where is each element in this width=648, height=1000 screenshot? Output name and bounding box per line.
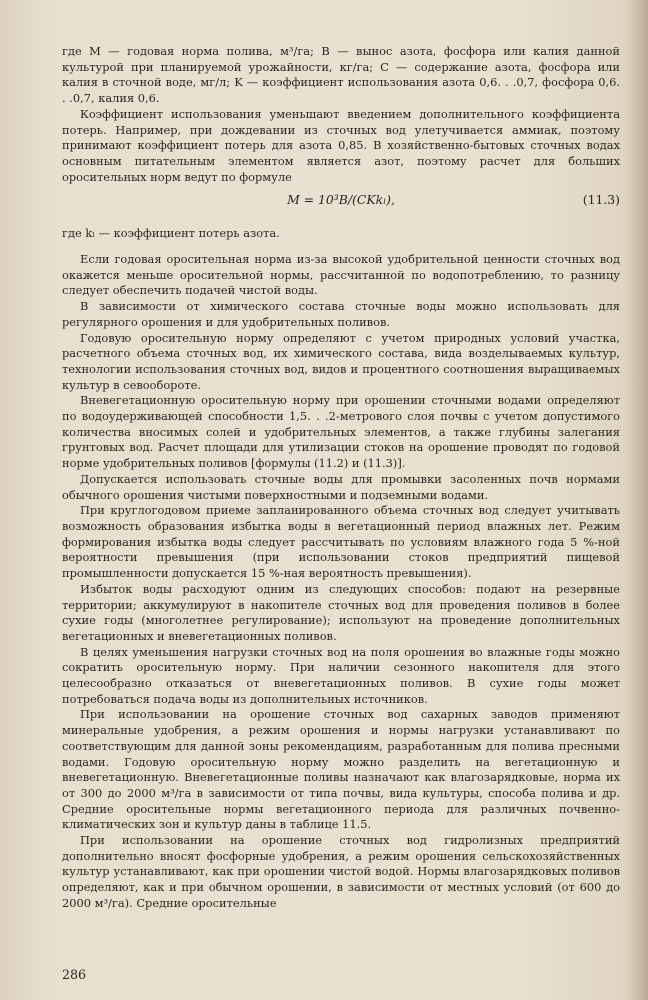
where-text: где kₗ — коэффициент потерь азота. <box>62 226 280 241</box>
formula-11-3 <box>62 190 620 210</box>
body-text-top <box>62 44 620 185</box>
formula-number: (11.3) <box>582 192 620 208</box>
paragraph: Избыток воды расходуют одним из следующих способов: подают на резервные территории; аккумулируют в накопителе сточных вод для проведения поливов в более сухие годы (многолетнее регулирование); используют на проведение дополнительных вегетационных и вневегетационных поливов. <box>62 581 620 643</box>
page-number: 286 <box>62 967 87 982</box>
page-gutter-shadow <box>626 0 648 1000</box>
paragraph: В целях уменьшения нагрузки сточных вод на поля орошения во влажные годы можно сократить оросительную норму. При наличии сезонного накопителя для этого целесообразно отказаться от вневегетационных поливов. В сухие годы может потребоваться подача воды из дополнительных источников. <box>62 644 620 706</box>
paragraph: При использовании на орошение сточных вод сахарных заводов применяют минеральные удобрения, а режим орошения и нормы нагрузки устанавливают по соответствующим для данной зоны рекомендациям, разработанным для полива пресными водами. Годовую оросительную норму можно разделить на вегетационную и вневегетационную. Вневегетационные поливы назначают как влагозарядковые, норма их от 300 до 2000 м³/га в зависимости от типа почвы, вида культуры, способа полива и др. Средние оросительные нормы вегетационного периода для различных почвенно-климатических зон и культур даны в таблице 11.5. <box>62 707 620 832</box>
paragraph: Если годовая оросительная норма из-за высокой удобрительной ценности сточных вод окажется меньше оросительной нормы, рассчитанной по водопотреблению, то разницу следует обеспечить подачей чистой воды. <box>62 252 620 298</box>
formula-expression: M = 10³B/(CKkₗ), <box>287 192 395 208</box>
paragraph: При использовании на орошение сточных вод гидролизных предприятий дополнительно вносят фосфорные удобрения, а режим орошения сельскохозяйственных культур устанавливают, как при орошении чистой водой. Нормы влагозарядковых поливов определяют, как и при обычном орошении, в зависимости от местных условий (от 600 до 2000 м³/га). Средние оросительные <box>62 833 620 910</box>
paragraph: Допускается использовать сточные воды для промывки засоленных почв нормами обычного орошения чистыми поверхностными и подземными водами. <box>62 471 620 502</box>
paragraph: При круглогодовом приеме запланированного объема сточных вод следует учитывать возможность образования избытка воды в вегетационный период влажных лет. Режим формирования избытка воды следует рассчитывать по условиям влажного года 5 %-ной вероятности превышения (при использовании стоков предприятий пищевой промышленности допускается 15 %-ная вероятность превышения). <box>62 503 620 581</box>
paragraph: Годовую оросительную норму определяют с учетом природных условий участка, расчетного объема сточных вод, их химического состава, вида возделываемых культур, технологии использования сточных вод, видов и процентного соотношения выращиваемых культур в севообороте. <box>62 330 620 392</box>
paragraph: В зависимости от химического состава сточные воды можно использовать для регулярного орошения и для удобрительных поливов. <box>62 299 620 329</box>
paragraph: Вневегетационную оросительную норму при орошении сточными водами определяют по водоудерживающей способности 1,5. . .2-метрового слоя почвы с учетом допустимого количества вносимых солей и удобрительных элементов, а также глубины залегания грунтовых вод. Расчет площади для утилизации стоков на орошение проводят по годовой норме удобрительных поливов [формулы (11.2) и (11.3)]. <box>62 393 620 471</box>
paragraph-coefficient: Коэффициент использования уменьшают введением дополнительного коэффициента потерь. Например, при дождевании из сточных вод улетучивается аммиак, поэтому принимают коэффициент потерь для азота 0,85. В хозяйственно-бытовых сточных водах основным питательным элементом является азот, поэтому расчет для больших оросительных норм ведут по формуле <box>62 106 620 184</box>
body-text-main <box>62 252 620 912</box>
formula-where-line <box>62 226 620 242</box>
paragraph-definitions: где M — годовая норма полива, м³/га; B — вынос азота, фосфора или калия данной культурой при планируемой урожайности, кг/га; C — содержание азота, фосфора или калия в сточной воде, мг/л; K — коэффициент использования азота 0,6. . .0,7, фосфора 0,6. . .0,7, калия 0,6. <box>62 44 620 106</box>
